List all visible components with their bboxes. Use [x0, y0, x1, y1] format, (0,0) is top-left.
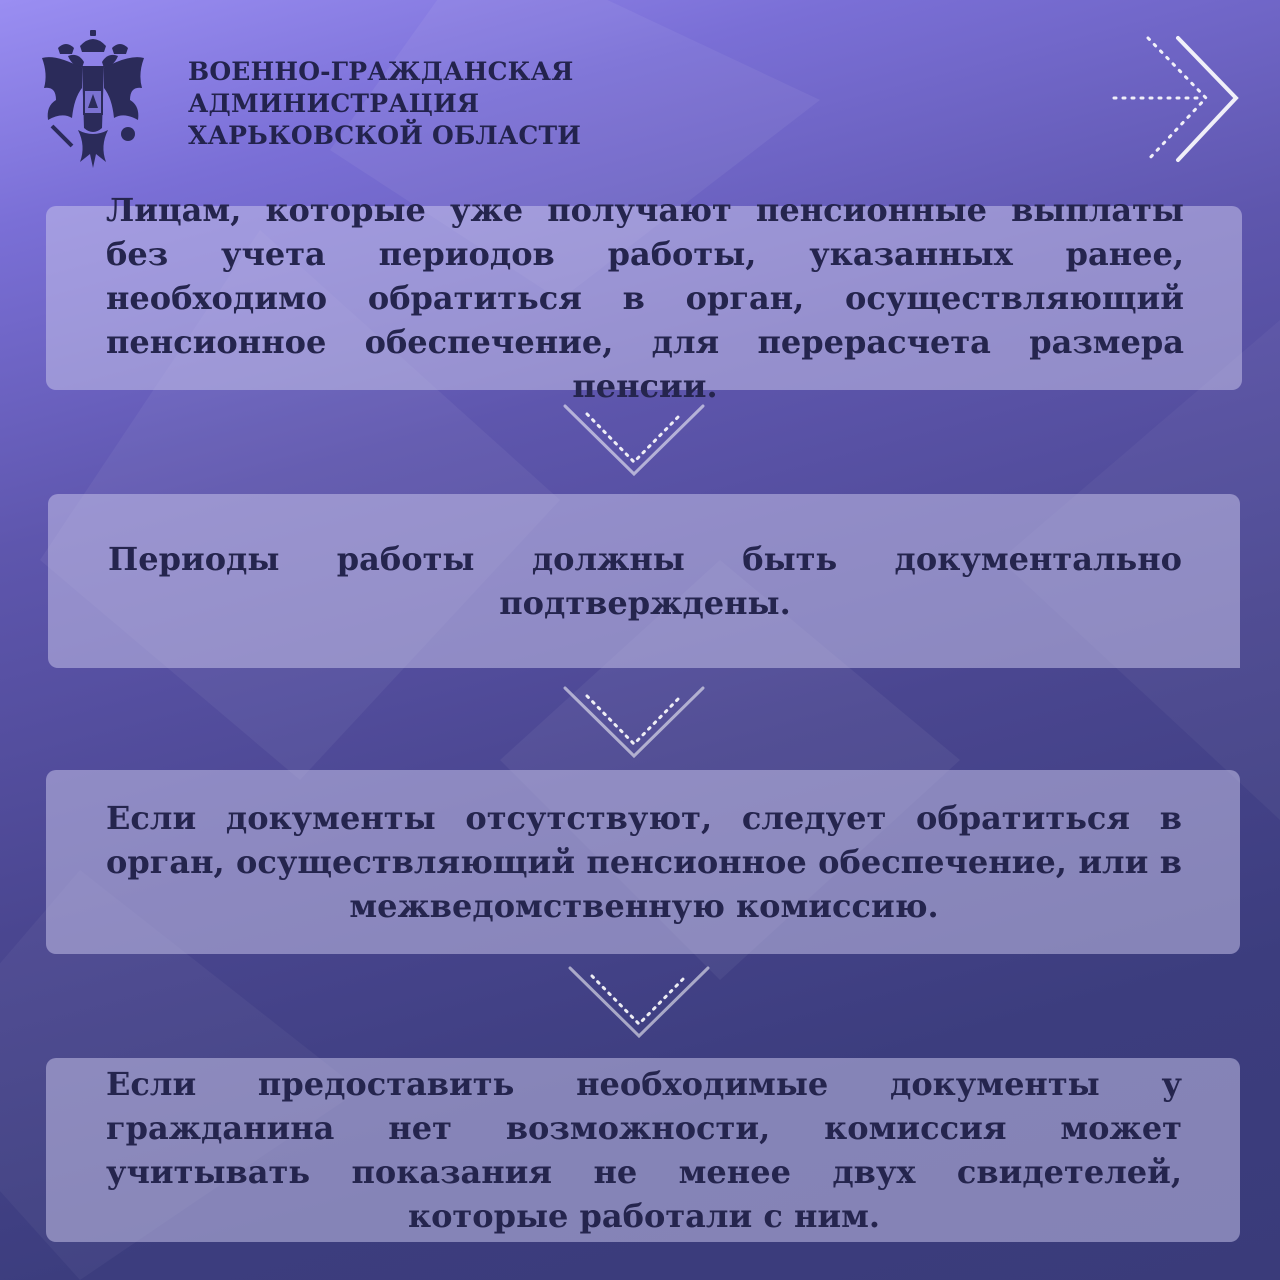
step-card-3 [46, 770, 1240, 954]
org-name-line-2: АДМИНИСТРАЦИЯ [188, 89, 480, 118]
double-headed-eagle-emblem-icon [38, 28, 158, 173]
dotted-chevron-down-icon [559, 682, 709, 762]
header [38, 28, 638, 178]
step-2-text: Периоды работы должны быть документально подтверждены. [108, 540, 1182, 622]
org-name-line-1: ВОЕННО-ГРАЖДАНСКАЯ [188, 57, 574, 86]
dotted-chevron-down-icon [564, 962, 714, 1042]
step-4-text: Если предоставить необходимые документы у гражданина нет возможности, комиссия может учитывать показания не менее двух свидетелей, которые работали с ним. [106, 1065, 1182, 1235]
organization-name [188, 56, 581, 152]
dotted-double-chevron-right-icon [1108, 30, 1248, 170]
step-card-1 [46, 191, 1242, 405]
step-card-4 [46, 1058, 1240, 1242]
step-card-2 [48, 494, 1240, 668]
step-1-text: Лицам, которые уже получают пенсионные выплаты без учета периодов работы, указанных ранее, необходимо обратиться в орган, осуществляющий пенсионное обеспечение, для перерасчета размера пенсии. [106, 191, 1184, 405]
dotted-chevron-down-icon [559, 400, 709, 480]
org-name-line-3: ХАРЬКОВСКОЙ ОБЛАСТИ [188, 121, 582, 150]
step-3-text: Если документы отсутствуют, следует обратиться в орган, осуществляющий пенсионное обеспечение, или в межведомственную комиссию. [106, 799, 1182, 925]
